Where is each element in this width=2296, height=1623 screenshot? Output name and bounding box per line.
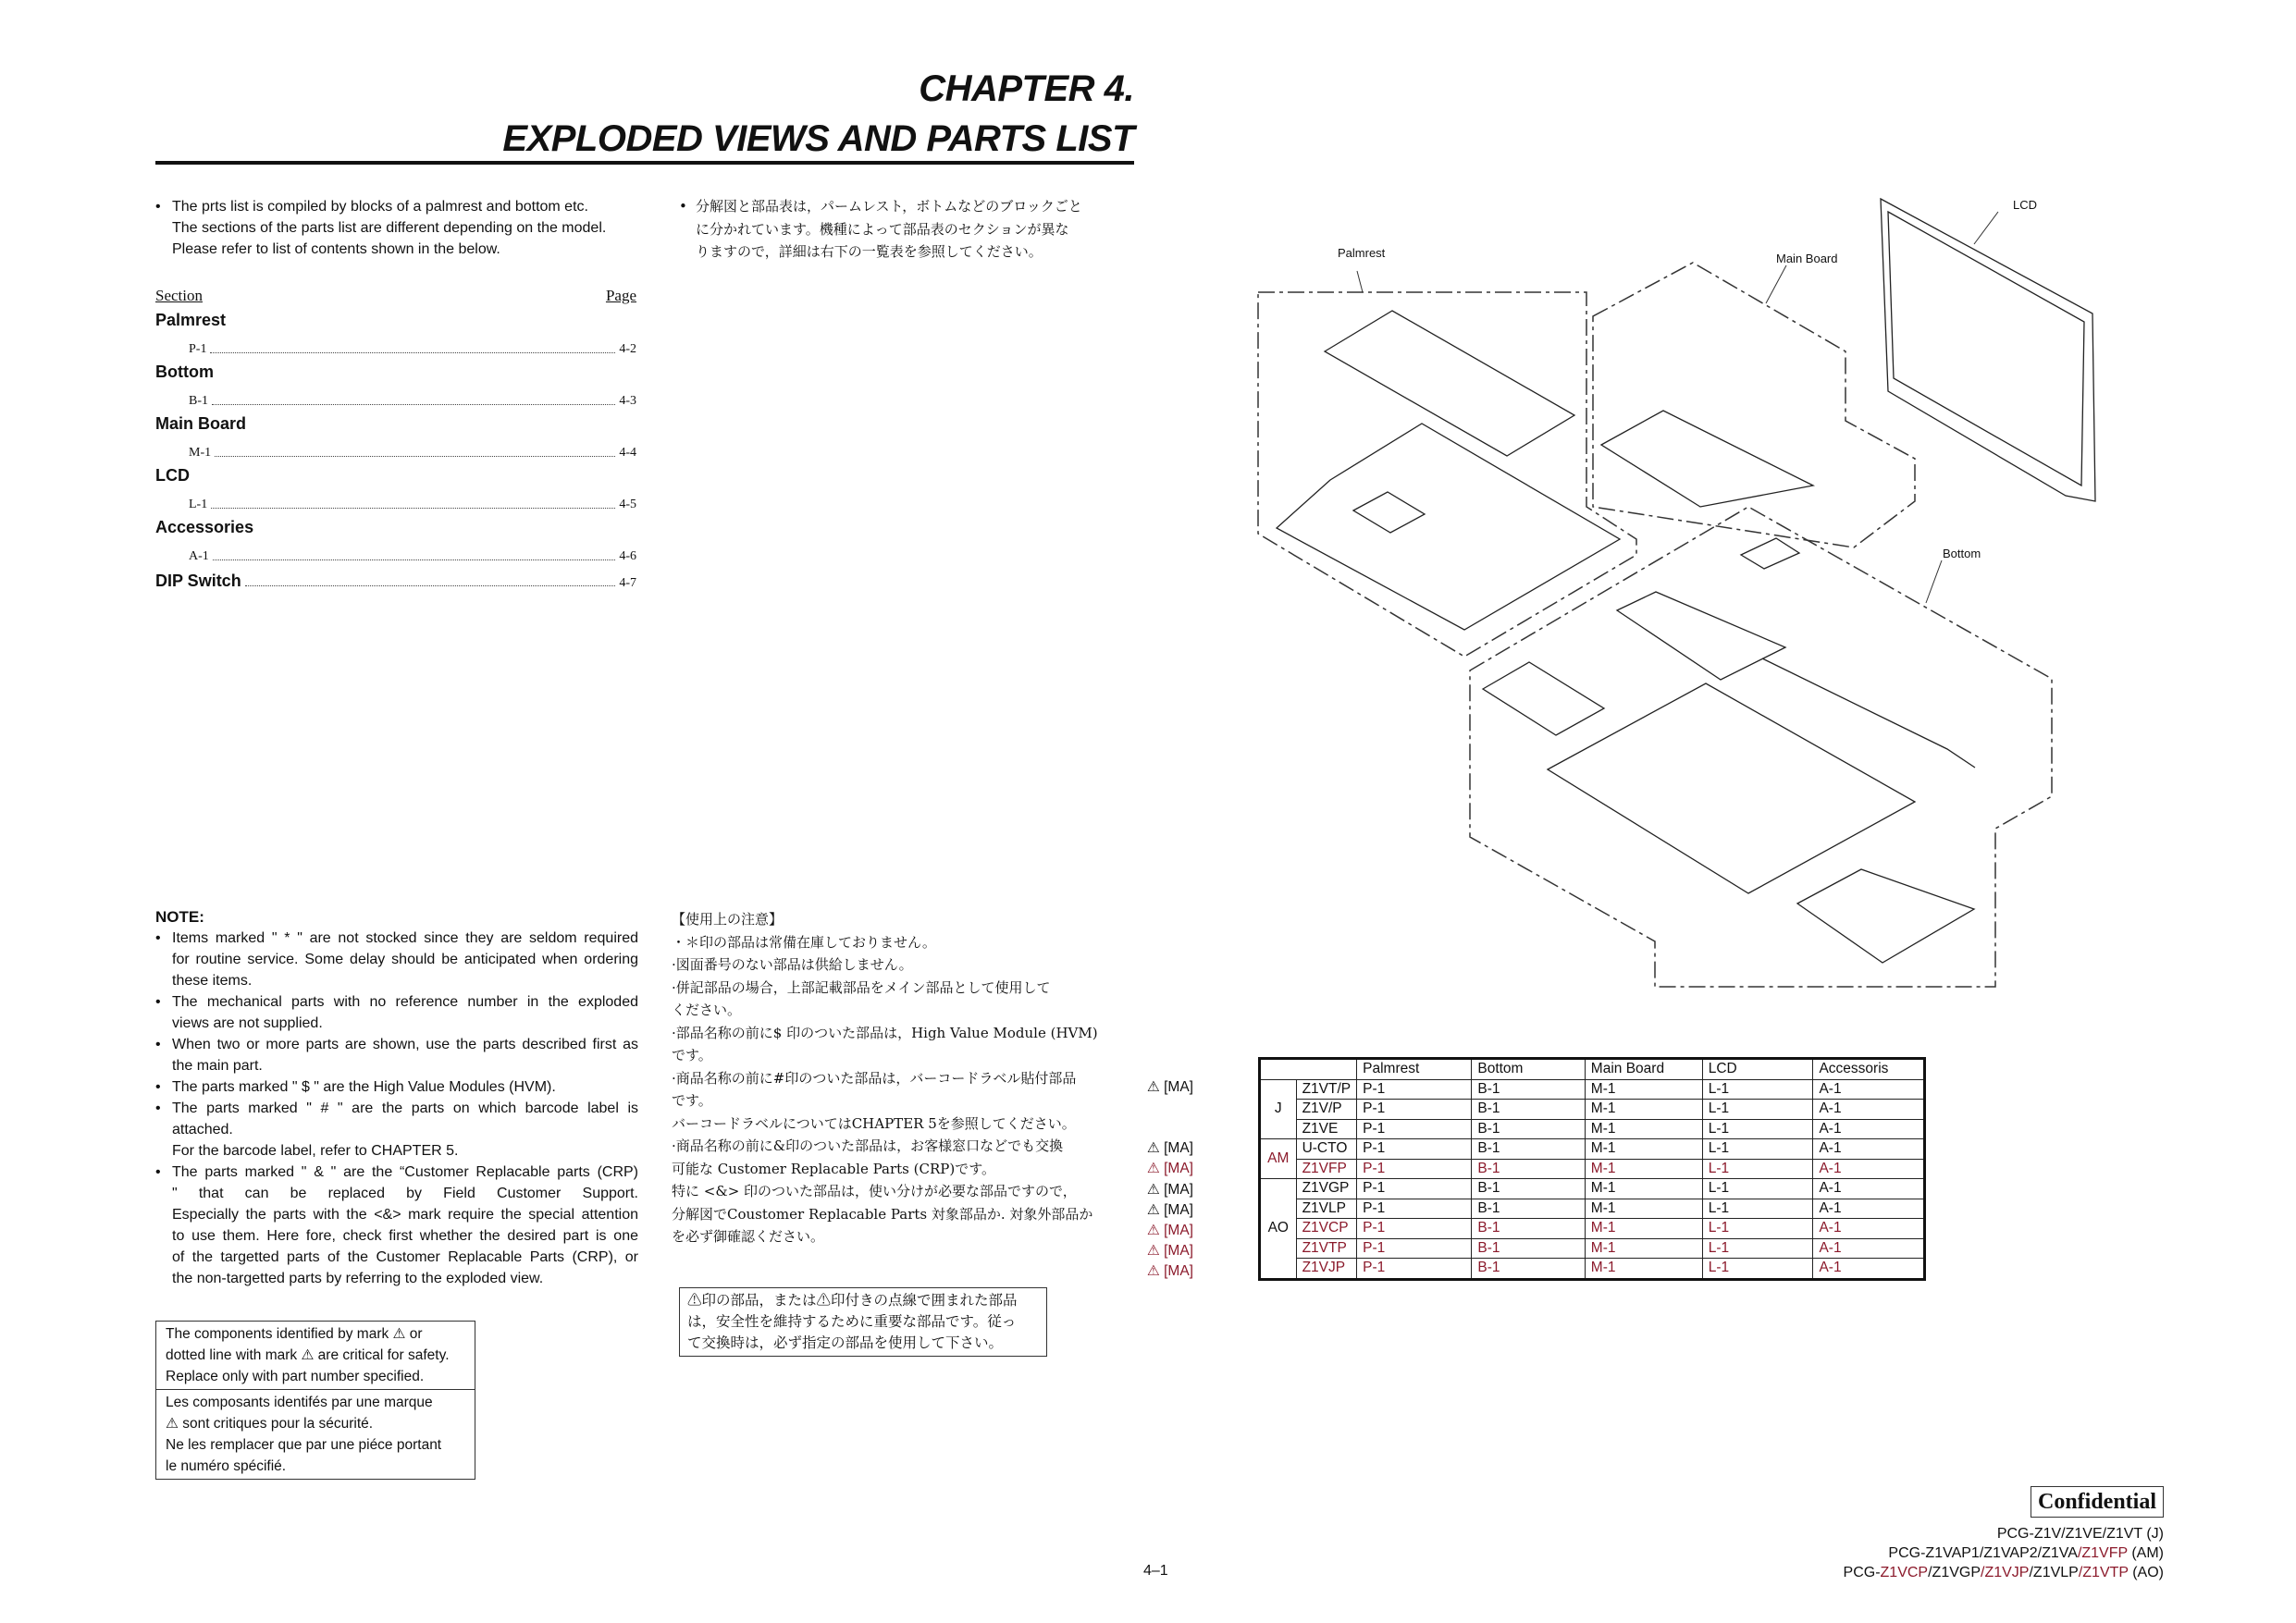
note-line: • When two or more parts are shown, use the parts described first as [172, 1037, 638, 1052]
note-item [155, 1034, 638, 1076]
note-line: of the targetted parts of the Customer Replacable Parts (CRP), or [172, 1249, 638, 1265]
safety-line: Replace only with part number specified. [166, 1369, 425, 1384]
page-number: 4–1 [1143, 1563, 1168, 1579]
model-segment: /Z1VJP [1981, 1565, 2030, 1580]
safety-notice-en [156, 1322, 475, 1389]
note-line: views are not supplied. [172, 1015, 323, 1031]
intro-jp-line: に分かれています。機種によって部品表のセクションが異な [696, 220, 1069, 238]
notes-jp-title: 【使用上の注意】 [672, 911, 784, 928]
note-line: • The parts marked " $ " are the High Value Modules (HVM). [172, 1079, 556, 1095]
table-row [1260, 1139, 1925, 1160]
section-cell: A-1 [1813, 1199, 1925, 1219]
section-cell: B-1 [1472, 1259, 1585, 1280]
model-segment: /Z1VTP [2078, 1565, 2129, 1580]
section-cell: M-1 [1585, 1159, 1702, 1179]
section-cell: A-1 [1813, 1119, 1925, 1139]
toc-item-label: A-1 [189, 549, 209, 563]
safety-notice-fr [156, 1389, 475, 1479]
model-line [1888, 1545, 2164, 1562]
toc-section-name: DIP Switch [155, 572, 241, 590]
note-line: for routine service. Some delay should be anticipated when ordering [172, 952, 638, 967]
model-segment: Z1VCP [1880, 1565, 1929, 1580]
model-cell: Z1VE [1296, 1119, 1357, 1139]
keyboard [1325, 311, 1574, 456]
toc-item-label: B-1 [189, 394, 208, 408]
note-line: attached. [172, 1122, 233, 1137]
optical-drive [1797, 869, 1974, 963]
toc-item-label: P-1 [189, 342, 207, 356]
safety-jp-line: て交換時は，必ず指定の部品を使用して下さい。 [687, 1334, 1004, 1351]
section-cell: M-1 [1585, 1259, 1702, 1280]
section-cell: P-1 [1357, 1238, 1472, 1259]
safety-line: Ne les remplacer que par une piéce portant [166, 1437, 442, 1453]
section-cell: A-1 [1813, 1238, 1925, 1259]
shield-plate [1617, 592, 1785, 680]
toc-page-header: Page [605, 287, 636, 304]
section-cell: L-1 [1702, 1219, 1813, 1239]
lcd-frame [1881, 199, 2095, 501]
diagram-label-lcd: LCD [2013, 198, 2038, 212]
main-board-plate [1601, 411, 1813, 507]
intro-jp-line: • 分解図と部品表は，パームレスト，ボトムなどのブロックごと [696, 198, 1082, 215]
palmrest-body [1277, 424, 1620, 630]
parts-section-table [1258, 1057, 1926, 1281]
note-line: the main part. [172, 1058, 263, 1074]
section-cell: L-1 [1702, 1119, 1813, 1139]
section-cell: L-1 [1702, 1100, 1813, 1120]
section-cell: M-1 [1585, 1179, 1702, 1199]
toc-section-header: Section [155, 287, 203, 304]
toc-section-name: Accessories [155, 518, 254, 536]
safety-mark: ⚠ [MA] [1146, 1140, 1193, 1157]
section-cell: P-1 [1357, 1079, 1472, 1100]
section-cell: P-1 [1357, 1259, 1472, 1280]
intro-line: Please refer to list of contents shown in the below. [172, 241, 500, 257]
note-line: the non-targetted parts by referring to the exploded view. [172, 1271, 544, 1286]
table-header-row [1260, 1059, 1925, 1080]
hard-drive [1483, 662, 1604, 735]
safety-mark: ⚠ [MA] [1146, 1181, 1193, 1198]
section-cell: P-1 [1357, 1100, 1472, 1120]
section-cell: L-1 [1702, 1139, 1813, 1160]
section-cell: M-1 [1585, 1100, 1702, 1120]
section-cell: P-1 [1357, 1179, 1472, 1199]
note-line: " that can be replaced by Field Customer Support. [172, 1186, 638, 1201]
model-cell: Z1VLP [1296, 1199, 1357, 1219]
intro-line: The sections of the parts list are different depending on the model. [172, 220, 607, 236]
section-cell: B-1 [1472, 1179, 1585, 1199]
note-jp-line: です。 [672, 1092, 712, 1109]
section-cell: A-1 [1813, 1079, 1925, 1100]
note-jp-line: ·併記部品の場合，上部記載部品をメイン部品として使用して [672, 978, 1051, 996]
lcd-panel [1888, 212, 2084, 486]
toc-page-number: 4-4 [619, 446, 636, 460]
model-segment: /Z1VLP [2029, 1565, 2079, 1580]
safety-jp-line: ⚠印の部品，または⚠印付きの点線で囲まれた部品 [687, 1292, 1018, 1309]
page-title: EXPLODED VIEWS AND PARTS LIST [502, 118, 1134, 159]
section-cell: L-1 [1702, 1159, 1813, 1179]
toc-item-label: M-1 [189, 446, 212, 460]
region-cell: AM [1260, 1139, 1297, 1179]
bottom-rail [1762, 658, 1975, 768]
model-line [1844, 1565, 2164, 1581]
model-cell: Z1VJP [1296, 1259, 1357, 1280]
safety-line: le numéro spécifié. [166, 1458, 287, 1474]
model-segment: /Z1VGP [1928, 1565, 1981, 1580]
note-jp-line: 分解図でCoustomer Replacable Parts 対象部品か. 対象外部品か [672, 1205, 1093, 1223]
safety-jp-line: は，安全性を維持するために重要な部品です。従っ [687, 1313, 1017, 1330]
region-cell: J [1260, 1079, 1297, 1139]
note-jp-line: ·図面番号のない部品は供給しません。 [672, 956, 913, 973]
note-line: For the barcode label, refer to CHAPTER 5. [172, 1143, 459, 1159]
intro-line: • The prts list is compiled by blocks of a palmrest and bottom etc. [172, 199, 588, 215]
section-cell: A-1 [1813, 1159, 1925, 1179]
section-cell: B-1 [1472, 1100, 1585, 1120]
section-cell: A-1 [1813, 1219, 1925, 1239]
safety-line: dotted line with mark ⚠ are critical for safety. [166, 1347, 450, 1363]
safety-line: ⚠ sont critiques pour la sécurité. [166, 1416, 374, 1432]
note-jp-line: です。 [672, 1047, 712, 1064]
section-cell: L-1 [1702, 1179, 1813, 1199]
diagram-label-main-board: Main Board [1776, 252, 1838, 265]
safety-mark: ⚠ [MA] [1146, 1161, 1193, 1177]
toc-page-number: 4-5 [619, 498, 636, 511]
section-cell: P-1 [1357, 1159, 1472, 1179]
section-cell: A-1 [1813, 1179, 1925, 1199]
safety-mark: ⚠ [MA] [1146, 1079, 1193, 1095]
section-cell: P-1 [1357, 1139, 1472, 1160]
note-line: to use them. Here fore, check first whether the desired part is one [172, 1228, 638, 1244]
safety-mark: ⚠ [MA] [1146, 1262, 1193, 1279]
diagram-label-palmrest: Palmrest [1338, 246, 1386, 260]
section-cell: L-1 [1702, 1259, 1813, 1280]
table-row [1260, 1199, 1925, 1219]
fan [1741, 538, 1799, 569]
section-cell: A-1 [1813, 1100, 1925, 1120]
intro-jp-line: りますので，詳細は右下の一覧表を参照してください。 [696, 243, 1043, 260]
model-segment: PCG-Z1VAP1/Z1VAP2/Z1VA [1888, 1545, 2078, 1561]
palmrest-boundary [1258, 292, 1636, 657]
note-jp-line: ·商品名称の前に&印のついた部品は，お客様窓口などでも交換 [672, 1137, 1064, 1154]
safety-line: Les composants identifés par une marque [166, 1395, 433, 1410]
column-header: Bottom [1472, 1059, 1585, 1080]
toc-section-name: Bottom [155, 363, 214, 381]
model-line [1997, 1526, 2164, 1543]
table-row [1260, 1179, 1925, 1199]
section-cell: M-1 [1585, 1119, 1702, 1139]
toc-section-name: Palmrest [155, 311, 227, 329]
safety-notice-jp-box [679, 1287, 1047, 1357]
column-header: Palmrest [1357, 1059, 1472, 1080]
toc-item-label: L-1 [189, 498, 208, 511]
diagram-label-bottom: Bottom [1943, 547, 1981, 560]
section-cell: B-1 [1472, 1079, 1585, 1100]
column-header: Main Board [1585, 1059, 1702, 1080]
section-cell: M-1 [1585, 1219, 1702, 1239]
section-cell: B-1 [1472, 1159, 1585, 1179]
safety-notice-box [155, 1321, 475, 1480]
section-cell: L-1 [1702, 1238, 1813, 1259]
note-line: • The mechanical parts with no reference number in the exploded [172, 994, 638, 1010]
section-cell: L-1 [1702, 1199, 1813, 1219]
note-jp-line: を必ず御確認ください。 [672, 1228, 825, 1245]
note-line: Especially the parts with the <&> mark require the special attention [172, 1207, 638, 1223]
model-segment: PCG-Z1V/Z1VE/Z1VT (J) [1996, 1526, 2164, 1542]
model-cell: U-CTO [1296, 1139, 1357, 1160]
model-segment: (AO) [2128, 1565, 2164, 1580]
table-row [1260, 1119, 1925, 1139]
section-cell: A-1 [1813, 1139, 1925, 1160]
note-line: • Items marked " * " are not stocked since they are seldom required [172, 930, 638, 946]
table-row [1260, 1159, 1925, 1179]
chapter-number: CHAPTER 4. [919, 68, 1134, 109]
model-cell: Z1V/P [1296, 1100, 1357, 1120]
note-item [155, 1162, 638, 1289]
safety-line: The components identified by mark ⚠ or [166, 1326, 423, 1342]
note-jp-line: ください。 [672, 1002, 742, 1018]
section-cell: L-1 [1702, 1079, 1813, 1100]
model-cell: Z1VGP [1296, 1179, 1357, 1199]
note-line: these items. [172, 973, 253, 989]
table-row [1260, 1238, 1925, 1259]
note-line: • The parts marked " & " are the “Customer Replacable parts (CRP) [172, 1164, 638, 1180]
table-row [1260, 1259, 1925, 1280]
toc-page-number: 4-3 [619, 394, 636, 408]
toc-section-name: Main Board [155, 414, 247, 433]
toc-section-name: LCD [155, 466, 190, 485]
toc-page-number: 4-2 [619, 342, 636, 356]
touchpad [1353, 492, 1425, 533]
section-cell: A-1 [1813, 1259, 1925, 1280]
section-cell: B-1 [1472, 1199, 1585, 1219]
section-cell: P-1 [1357, 1219, 1472, 1239]
note-jp-line: ・＊印の部品は常備在庫しておりません。 [672, 933, 936, 951]
note-item [155, 1076, 638, 1098]
section-cell: M-1 [1585, 1139, 1702, 1160]
note-jp-line: バーコードラベルについてはCHAPTER 5を参照してください。 [672, 1114, 1076, 1132]
section-cell: P-1 [1357, 1199, 1472, 1219]
safety-mark: ⚠ [MA] [1146, 1201, 1193, 1218]
section-cell: P-1 [1357, 1119, 1472, 1139]
notes-title: NOTE: [155, 908, 204, 926]
note-item [155, 1098, 638, 1162]
region-cell: AO [1260, 1179, 1297, 1280]
table-row [1260, 1079, 1925, 1100]
table-row [1260, 1219, 1925, 1239]
bottom-chassis [1548, 683, 1915, 893]
model-segment: (AM) [2127, 1545, 2164, 1561]
model-cell: Z1VT/P [1296, 1079, 1357, 1100]
note-jp-line: ·商品名称の前に#印のついた部品は，バーコードラベル貼付部品 [672, 1069, 1077, 1087]
section-cell: M-1 [1585, 1079, 1702, 1100]
model-cell: Z1VFP [1296, 1159, 1357, 1179]
note-line: • The parts marked " # " are the parts on which barcode label is [172, 1100, 638, 1116]
safety-mark: ⚠ [MA] [1146, 1242, 1193, 1259]
section-cell: B-1 [1472, 1139, 1585, 1160]
model-cell: Z1VTP [1296, 1238, 1357, 1259]
main-board-boundary [1593, 263, 1915, 547]
table-row [1260, 1100, 1925, 1120]
column-header: Accessoris [1813, 1059, 1925, 1080]
section-cell: M-1 [1585, 1238, 1702, 1259]
model-segment: /Z1VFP [2077, 1545, 2128, 1561]
confidential-stamp: Confidential [2031, 1486, 2164, 1518]
column-header: LCD [1702, 1059, 1813, 1080]
note-jp-line: 可能な Customer Replacable Parts (CRP)です。 [672, 1160, 995, 1177]
note-jp-line: 特に <&> 印のついた部品は，使い分けが必要な部品ですので， [672, 1183, 1077, 1199]
model-segment: PCG- [1843, 1565, 1881, 1580]
section-cell: B-1 [1472, 1219, 1585, 1239]
model-cell: Z1VCP [1296, 1219, 1357, 1239]
toc-page-number: 4-7 [619, 576, 636, 590]
section-cell: B-1 [1472, 1238, 1585, 1259]
section-cell: B-1 [1472, 1119, 1585, 1139]
section-cell: M-1 [1585, 1199, 1702, 1219]
safety-mark: ⚠ [MA] [1146, 1222, 1193, 1238]
note-jp-line: ·部品名称の前に$ 印のついた部品は，High Value Module (HVM) [672, 1024, 1098, 1041]
toc-page-number: 4-6 [619, 549, 636, 563]
